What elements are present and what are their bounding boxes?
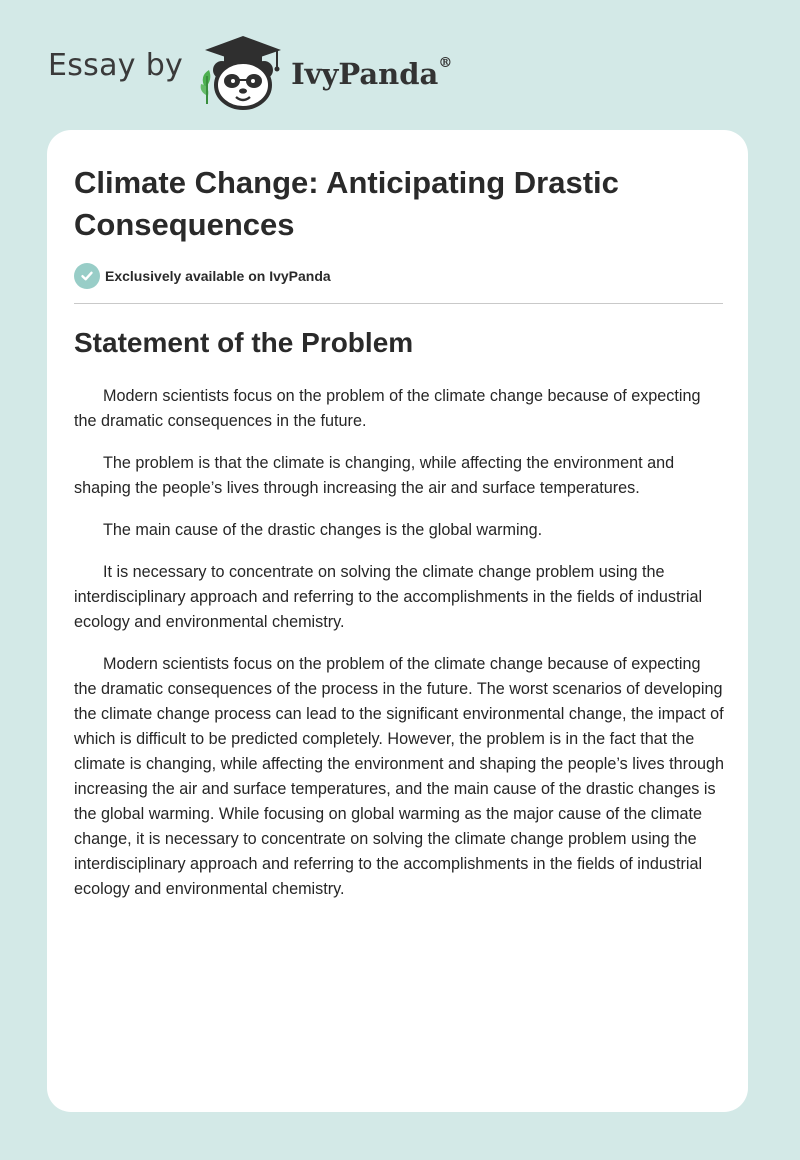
essay-card	[47, 130, 748, 1112]
check-circle-icon	[74, 263, 100, 289]
paragraph: Modern scientists focus on the problem of the climate change because of expecting the dramatic consequences of the process in the future. The worst scenarios of developing the climate change process can lead to the significant environmental change, the impact of which is difficult to be predicted completely. However, the problem is in the fact that the climate is changing, while affecting the environment and shaping the people’s lives through increasing the air and surface temperatures, and the main cause of the drastic changes is the global warming. While focusing on global warming as the major cause of the climate change, it is necessary to concentrate on solving the climate change problem using the interdisciplinary approach and referring to the accomplishments in the fields of industrial ecology and environmental chemistry.	[74, 655, 725, 898]
site-header	[48, 30, 452, 110]
essay-by-label: Essay by	[48, 47, 184, 83]
panda-graduate-icon[interactable]	[197, 30, 289, 110]
exclusive-label: Exclusively available on IvyPanda	[105, 268, 331, 284]
essay-title: Climate Change: Anticipating Drastic Consequences	[74, 165, 619, 242]
brand-name[interactable]	[291, 57, 452, 91]
paragraph: The problem is that the climate is changing, while affecting the environment and shaping the people’s lives through increasing the air and surface temperatures.	[74, 454, 675, 497]
brand-text: IvyPanda	[291, 57, 439, 91]
section-heading: Statement of the Problem	[74, 327, 414, 358]
exclusive-badge	[74, 263, 331, 289]
registered-mark: ®	[438, 55, 453, 72]
paragraph: Modern scientists focus on the problem of the climate change because of expecting the dramatic consequences in the future.	[74, 387, 701, 430]
divider	[74, 303, 723, 304]
paragraph: It is necessary to concentrate on solving the climate change problem using the interdisciplinary approach and referring to the accomplishments in the fields of industrial ecology and environmental chemistry.	[74, 563, 703, 631]
essay-body	[74, 384, 726, 919]
paragraph: The main cause of the drastic changes is the global warming.	[103, 521, 543, 539]
